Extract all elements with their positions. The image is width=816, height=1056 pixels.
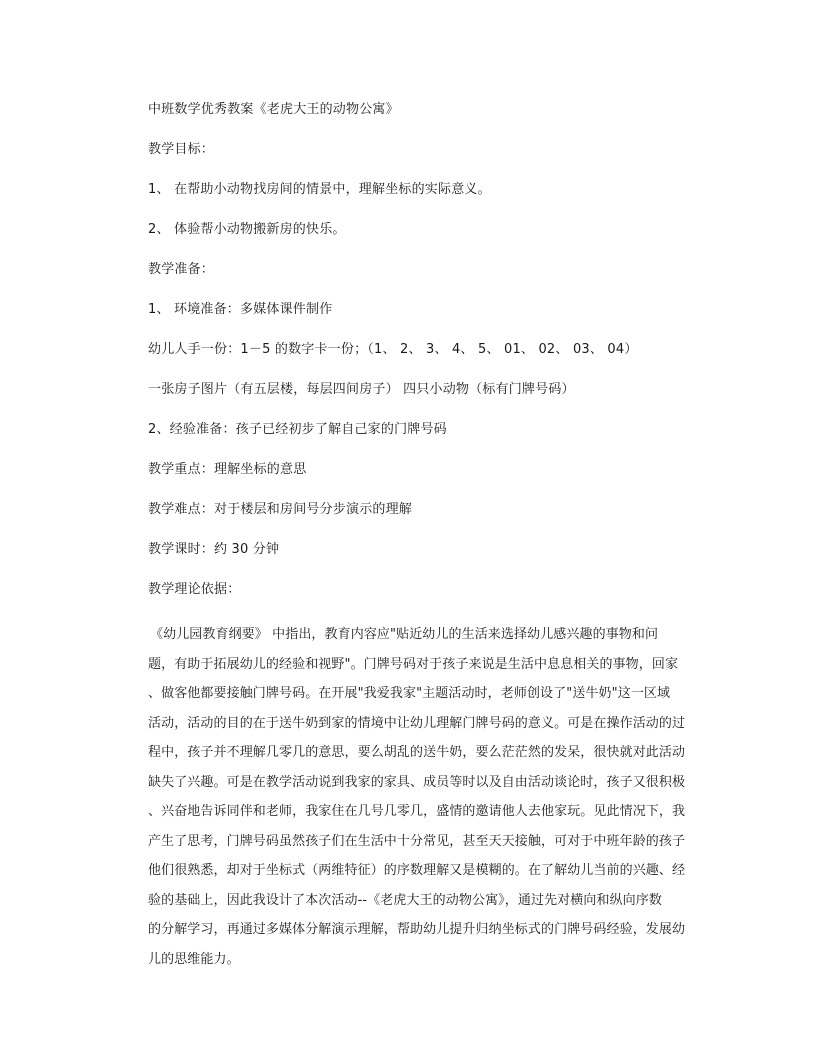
prep-item-1: 1、 环境准备：多媒体课件制作 xyxy=(148,302,333,317)
goal-item-1: 1、 在帮助小动物找房间的情景中，理解坐标的实际意义。 xyxy=(148,182,491,197)
document-title: 中班数学优秀教案《老虎大王的动物公寓》 xyxy=(148,102,399,117)
goal-item-2: 2、 体验帮小动物搬新房的快乐。 xyxy=(148,222,346,237)
teaching-difficulty: 教学难点：对于楼层和房间号分步演示的理解 xyxy=(148,502,413,517)
paragraph-line: 验的基础上，因此我设计了本次活动--《老虎大王的动物公寓》，通过先对横向和纵向序数 xyxy=(148,892,662,908)
heading-theory-basis: 教学理论依据： xyxy=(148,582,241,597)
paragraph-line: 程中，孩子并不理解几零几的意思，要么胡乱的送牛奶，要么茫茫然的发呆，很快就对此活动 xyxy=(148,745,686,760)
paragraph-line: 的分解学习，再通过多媒体分解演示理解，帮助幼儿提升归纳坐标式的门牌号码经验，发展幼 xyxy=(148,922,686,937)
heading-teaching-goals: 教学目标： xyxy=(148,142,215,157)
teaching-duration: 教学课时：约 30 分钟 xyxy=(148,542,280,557)
paragraph-line: 缺失了兴趣。可是在教学活动说到我家的家具、成员等时以及自由活动谈论时，孩子又很积极 xyxy=(148,774,686,790)
teaching-key-point: 教学重点：理解坐标的意思 xyxy=(148,462,307,477)
paragraph-line: 儿的思维能力。 xyxy=(148,951,240,967)
paragraph-line: 产生了思考，门牌号码虽然孩子们在生活中十分常见，甚至天天接触，可对于中班年龄的孩子 xyxy=(148,833,686,849)
prep-item-2: 2、经验准备：孩子已经初步了解自己家的门牌号码 xyxy=(148,422,447,437)
paragraph-line: 活动，活动的目的在于送牛奶到家的情境中让幼儿理解门牌号码的意义。可是在操作活动的过 xyxy=(148,715,686,731)
paragraph-line: 、兴奋地告诉同伴和老师，我家住在几号几零几，盛情的邀请他人去他家玩。见此情况下，我 xyxy=(148,804,686,819)
prep-materials-cards: 幼儿人手一份：1－5 的数字卡一份；（1、 2、 3、 4、 5、 01、 02、 03、 04） xyxy=(148,342,638,357)
paragraph-line: 题，有助于拓展幼儿的经验和视野"。门牌号码对于孩子来说是生活中息息相关的事物，回家 xyxy=(148,656,679,672)
paragraph-line: 、做客他都要接触门牌号码。在开展"我爱我家"主题活动时，老师创设了"送牛奶"这一区域 xyxy=(148,686,671,701)
heading-teaching-preparation: 教学准备： xyxy=(148,262,215,277)
paragraph-line: 《幼儿园教育纲要》 中指出，教育内容应"贴近幼儿的生活来选择幼儿感兴趣的事物和问 xyxy=(150,627,659,642)
paragraph-line: 他们很熟悉，却对于坐标式（两维特征）的序数理解又是模糊的。在了解幼儿当前的兴趣、经 xyxy=(148,863,686,878)
prep-materials-picture: 一张房子图片（有五层楼，每层四间房子） 四只小动物（标有门牌号码） xyxy=(148,382,575,397)
theory-paragraph xyxy=(148,620,708,974)
